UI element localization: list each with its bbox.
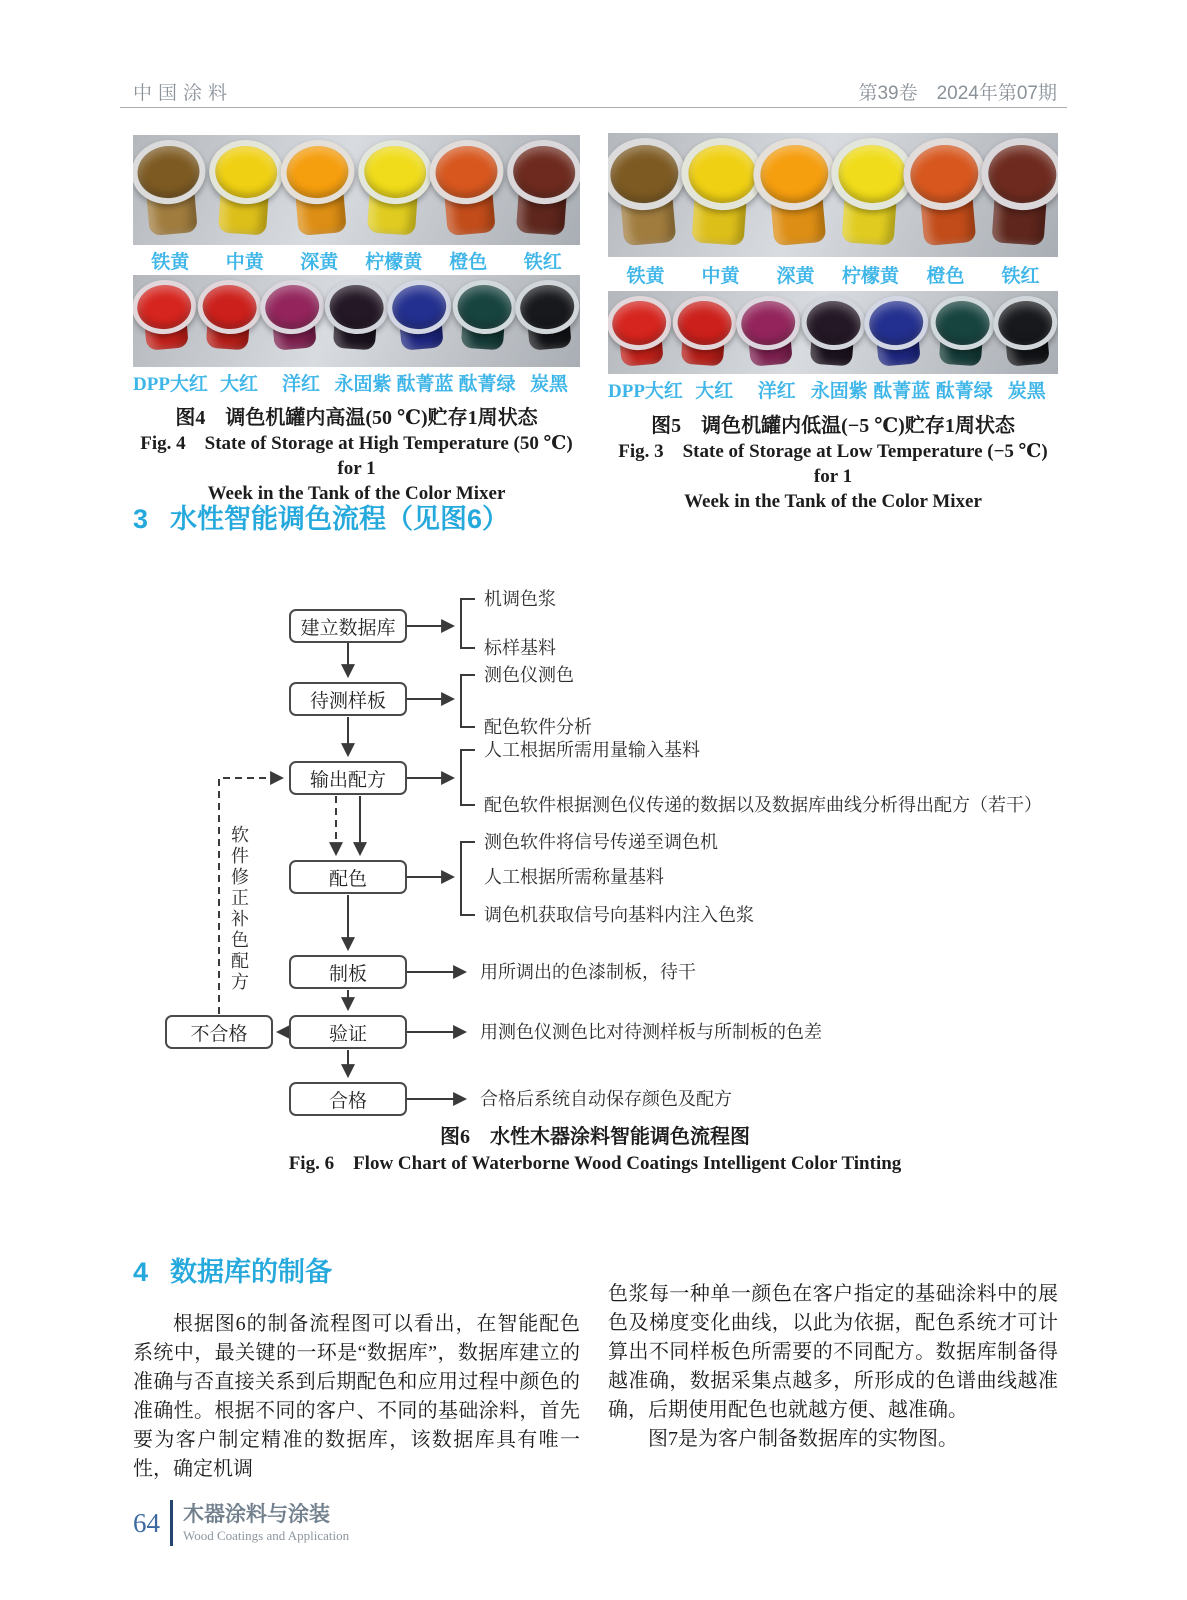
paint-jar <box>431 137 505 240</box>
branch-text: 合格后系统自动保存颜色及配方 <box>480 1089 732 1109</box>
branch-text: 人工根据所需称量基料 <box>484 867 664 887</box>
pigment-label: 永固紫 <box>810 381 868 402</box>
branch-text: 测色仪测色 <box>484 665 574 685</box>
figure-5-caption <box>608 413 1058 514</box>
flowchart-fig6 <box>150 570 1055 1120</box>
caption-en-line2: Week in the Tank of the Color Mixer <box>207 483 506 504</box>
footer-divider <box>170 1500 173 1546</box>
caption-cn: 图6 水性木器涂料智能调色流程图 <box>440 1126 750 1148</box>
paint-jar <box>208 138 281 240</box>
pigment-label: 橙色 <box>926 265 965 287</box>
caption-en-line1: Fig. 3 State of Storage at Low Temperature (−5 ℃) for 1 <box>618 441 1048 487</box>
pigment-label: 中黄 <box>225 251 264 273</box>
paint-jar <box>832 136 910 251</box>
paint-jar <box>803 294 864 370</box>
section-title: 水性智能调色流程（见图6） <box>170 504 510 534</box>
jar-mouth <box>278 137 357 207</box>
pigment-label: 柠檬黄 <box>841 265 899 287</box>
paint-jar <box>506 138 579 240</box>
photo-strip-warm-colors <box>133 135 580 245</box>
branch-text: 调色机获取信号向基料内注入色浆 <box>484 905 754 925</box>
jar-mouth <box>678 135 765 213</box>
flow-node-make-panel: 制板 <box>289 955 407 989</box>
paint-jar <box>134 278 196 355</box>
pigment-label: 酞菁蓝 <box>873 381 931 402</box>
pigment-label: 洋红 <box>757 381 796 402</box>
paint-jar <box>982 136 1058 251</box>
paint-jar <box>454 278 515 354</box>
pigment-labels-row1 <box>133 245 580 275</box>
paint-jar <box>262 278 324 355</box>
section-title: 数据库的制备 <box>170 1257 333 1287</box>
paint-jar <box>389 278 451 355</box>
branch-text: 配色软件分析 <box>484 717 592 737</box>
paragraph: 根据图6的制备流程图可以看出，在智能配色系统中，最关键的一环是“数据库”，数据库建立的准确与否直接关系到后期配色和应用过程中颜色的准确性。根据不同的客户、不同的基础涂料，首先要为客户制定精准的数据库，该数据库具有唯一性，确定机调 <box>133 1313 580 1480</box>
pigment-label: 深黄 <box>300 251 339 273</box>
jar-mouth <box>356 138 434 207</box>
paint-jar <box>906 135 985 251</box>
page-footer <box>133 1500 349 1546</box>
jar-mouth <box>427 137 506 207</box>
paragraph: 图7是为客户制备数据库的实物图。 <box>648 1428 958 1450</box>
section-4-heading <box>133 1250 332 1289</box>
jar-mouth <box>608 135 688 214</box>
pigment-label: 铁红 <box>523 251 562 273</box>
flow-node-verify: 验证 <box>289 1015 407 1049</box>
pigment-label: 铁红 <box>1001 265 1040 287</box>
jar-mouth <box>196 278 264 336</box>
branch-text: 测色软件将信号传递至调色机 <box>484 832 718 852</box>
photo-strip-cool-colors <box>133 275 580 367</box>
jar-mouth <box>928 294 996 352</box>
pigment-label: 中黄 <box>701 265 740 287</box>
paint-jar <box>609 294 671 371</box>
pigment-label: DPP大红 <box>133 373 208 395</box>
footer-column-title-cn: 木器涂料与涂装 <box>183 1502 330 1526</box>
branch-text: 配色软件根据测色仪传递的数据以及数据库曲线分析得出配方（若干） <box>484 795 1042 815</box>
paint-jar <box>517 278 579 355</box>
footer-column-title-en: Wood Coatings and Application <box>183 1527 350 1543</box>
caption-en-line1: Fig. 4 State of Storage at High Temperature (50 ℃) for 1 <box>140 433 573 479</box>
branch-text: 机调色浆 <box>484 589 556 609</box>
jar-mouth <box>862 293 930 352</box>
pigment-label: DPP大红 <box>608 381 683 402</box>
jar-mouth <box>258 277 326 336</box>
flow-node-pass: 合格 <box>289 1082 407 1116</box>
pigment-label: 大红 <box>219 373 258 395</box>
paint-jar <box>608 135 685 251</box>
issue-info: 第39卷 2024年第07期 <box>858 83 1057 104</box>
pigment-label: 洋红 <box>281 373 320 395</box>
flow-node-sample-to-test: 待测样板 <box>289 682 407 716</box>
header-rule <box>120 107 1067 108</box>
pigment-label: 炭黑 <box>1007 381 1046 402</box>
jar-mouth <box>734 293 802 352</box>
paint-jar <box>995 294 1057 371</box>
jar-mouth <box>133 137 208 207</box>
branch-text: 标样基料 <box>484 638 556 658</box>
journal-title: 中国涂料 <box>133 83 234 104</box>
jar-mouth <box>608 293 674 352</box>
pigment-label: 铁黄 <box>151 251 190 273</box>
caption-en-line2: Week in the Tank of the Color Mixer <box>684 491 982 512</box>
body-column-left <box>133 1310 580 1484</box>
paint-jar <box>682 136 760 251</box>
pigment-label: 铁黄 <box>626 265 665 287</box>
paint-jar <box>282 137 356 240</box>
pigment-label: 柠檬黄 <box>365 251 423 273</box>
pigment-label: 大红 <box>695 381 734 402</box>
caption-cn: 图5 调色机罐内低温(−5 ℃)贮存1周状态 <box>651 415 1015 437</box>
photo-strip-cool-colors <box>608 291 1058 374</box>
pigment-labels-row2 <box>608 374 1058 405</box>
feedback-loop-label: 软件修正补色配方 <box>229 825 249 993</box>
pigment-label: 深黄 <box>776 265 815 287</box>
paint-jar <box>756 135 835 251</box>
flow-node-color-matching: 配色 <box>289 860 407 894</box>
paint-jar <box>674 294 735 370</box>
section-3-heading <box>133 497 509 536</box>
branch-text: 人工根据所需用量输入基料 <box>484 740 700 760</box>
figure-4-caption <box>133 405 580 506</box>
pigment-label: 酞菁绿 <box>458 373 516 395</box>
jar-mouth <box>750 135 838 214</box>
jar-mouth <box>800 294 868 352</box>
jar-mouth <box>207 138 285 207</box>
section-number: 3 <box>133 504 149 534</box>
paint-jar <box>133 137 207 240</box>
jar-mouth <box>900 135 988 214</box>
page-number: 64 <box>133 1507 160 1538</box>
figure-4 <box>133 135 580 506</box>
jar-mouth <box>828 135 915 213</box>
paint-jar <box>326 278 387 354</box>
flow-node-fail: 不合格 <box>165 1015 273 1049</box>
photo-strip-warm-colors <box>608 133 1058 257</box>
flow-node-build-database: 建立数据库 <box>289 609 407 643</box>
section-number: 4 <box>133 1257 149 1287</box>
caption-en: Fig. 6 Flow Chart of Waterborne Wood Coatings Intelligent Color Tinting <box>288 1153 902 1174</box>
body-column-right <box>608 1280 1058 1454</box>
paragraph: 色浆每一种单一颜色在客户指定的基础涂料中的展色及梯度变化曲线，以此为依据，配色系统才可计算出不同样板色所需要的不同配方。数据库制备得越准确，数据采集点越多，所形成的色谱曲线越准确，后期使用配色也就越方便、越准确。 <box>608 1283 1058 1421</box>
flow-node-output-formula: 输出配方 <box>289 761 407 795</box>
figure-5 <box>608 133 1058 514</box>
pigment-labels-row2 <box>133 367 580 397</box>
page-header <box>133 78 1057 105</box>
jar-mouth <box>385 277 453 336</box>
paint-jar <box>198 278 259 354</box>
jar-mouth <box>133 277 198 336</box>
caption-cn: 图4 调色机罐内高温(50 ℃)贮存1周状态 <box>175 407 538 429</box>
pigment-labels-row1 <box>608 257 1058 291</box>
paint-jar <box>738 294 800 371</box>
paint-jar <box>866 294 928 371</box>
branch-text: 用测色仪测色比对待测样板与所制板的色差 <box>480 1022 822 1042</box>
pigment-label: 炭黑 <box>530 373 569 395</box>
figure-6-caption <box>133 1124 1057 1177</box>
pigment-label: 永固紫 <box>334 373 392 395</box>
paint-jar <box>357 138 430 240</box>
jar-mouth <box>505 138 580 207</box>
branch-text: 用所调出的色漆制板，待干 <box>480 962 696 982</box>
paint-jar <box>931 294 992 370</box>
pigment-label: 橙色 <box>449 251 488 273</box>
pigment-label: 酞菁绿 <box>935 381 993 402</box>
pigment-label: 酞菁蓝 <box>396 373 454 395</box>
jar-mouth <box>978 135 1058 213</box>
